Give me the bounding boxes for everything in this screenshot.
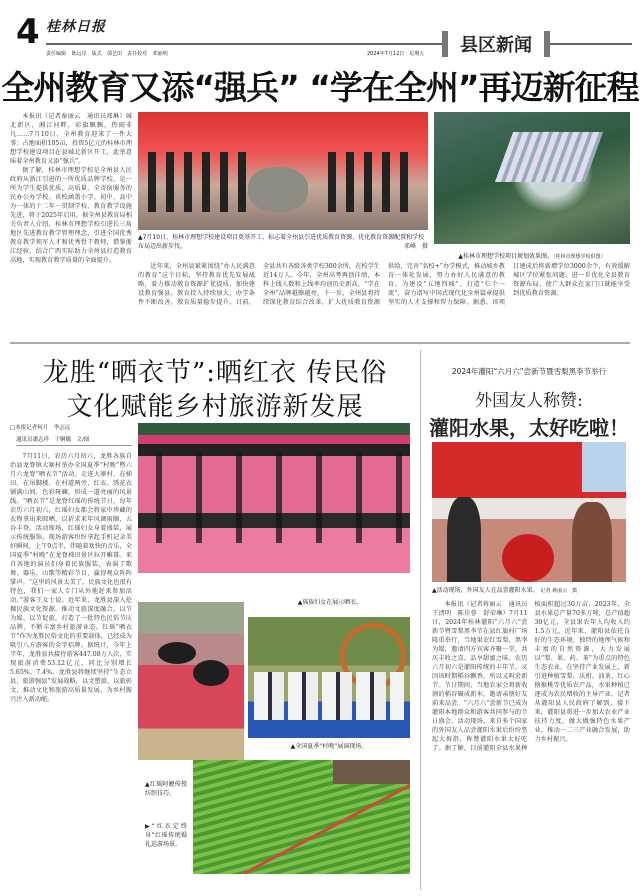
longsheng-byline-2: 通讯员潘志祥 于婀娜 文/图	[16, 436, 132, 446]
headwear	[158, 642, 196, 664]
performers	[254, 672, 404, 720]
caption-text: ▲活动现场，外国友人在品尝灌阳水果。	[432, 587, 539, 594]
lead-headline: 全州教育又添“强兵” “学在全州”再迈新征程	[1, 68, 639, 107]
longsheng-byline-1: □本报记者何月 李志远	[10, 425, 71, 431]
masthead-logo: 桂林日报	[46, 19, 106, 35]
caption-text: ▲7月10日，桂林市理想学校建设项目奠基开工，标志着全州县引进优质教育资源、优化教育资源配置和学校布局迈出新步伐。	[138, 234, 425, 250]
issue-date: 2024年7月12日 星期五	[367, 51, 425, 57]
fruit-plate	[502, 534, 554, 582]
foundation-stone	[248, 167, 308, 212]
person	[572, 502, 612, 582]
editors-line: 责任编辑 陈远岸 版式 郭艺田 责任校对 邓丽明	[46, 51, 168, 57]
guanyang-headline-1: 外国友人称赞:	[475, 391, 583, 411]
person	[447, 497, 481, 582]
lead-body-left-text: 据了解，桂林市理想学校是全州县人民政府从浙江引进的一所优质品牌学校，是一所为学生提供优质、高质量、全寄宿服务的民办公办学校。该校涵盖小学、初中、高中为一体的十二年一贯制学校，教育教学设施先进，将于2025年启用。据全州县教育局相关负责人介绍，桂林市理想学校引进长三角地区先进教育教学管理理念，引进全国优秀教育教学领军人才和优秀骨干教师，借鉴浙江经验，结合广西实际助力全州县打造教育高地，实现教育教学质量的全面提升。	[10, 167, 132, 264]
lead-body-bottom	[138, 262, 630, 334]
red-clothes-photo	[138, 423, 410, 573]
section-bar	[544, 31, 550, 57]
guanyang-body-text: 本报讯（记者蒋丽云 通讯员王清明 陈佳蓉 舒荣琳）7月11日，2024年桂林灌阳“六月六”尝新节暨雪梨黑李节在县红旗村广场隆重举行，当地果农红雪梨、黑李为媒，邀请四方宾客齐聚一堂，共庆丰收之喜，品享甜蜜之味。农历六月初六是灌阳传统的丰年节，又因该时期稻谷飘香，所以又叫尝新节。节日期间，当地农家会将新收割的稻谷碾成新米，邀请亲朋好友前来品尝。“六月六”尝新节已成为灌阳本地群众和游客共同参与的节日盛会。活动现场，来自多个国家的外国友人品尝灌阳水果后纷纷竖起大拇指，称赞灌阳水果太好吃了。据了解，目前灌阳全县水果种植面积超过30万亩，2023年，全县水果总产量70多万吨，总产值超30亿元，全县果农年人均收入约1.5万元。近年来，灌阳县依托良好的生态环境，独特的地理气候和丰富的自然资源，大力发展以“梨、果、药、茶”为重点的特色生态农业，在坚持产业发展上，新引进种植雪梨、沃柑、油茶、红心猕猴桃等优质农产品，水果种植已逐成为农民增收的主导产业。记者从灌阳县人民政府了解到，接下来，灌阳县将进一步加大农业产业扶持力度，做大做强特色水果产业，推动一二三产业融合发展，助力乡村振兴。	[432, 601, 630, 752]
parade-path	[234, 783, 410, 874]
groundbreaking-photo	[138, 112, 428, 230]
caption-groundbreaking	[138, 233, 428, 251]
officials	[148, 152, 248, 212]
caption-foreign-friends	[432, 586, 626, 596]
caption-red-clothes: ▲瑶族妇女在展示晒衣。	[297, 599, 363, 606]
guanyang-kicker: 2024年灌阳“六月六”尝新节暨雪梨黑李节举行	[451, 367, 607, 376]
lead-intro: 本报讯（记者秦丽云 通讯员郑琳）城北新区，湘江河畔，彩旗飘飘，热闹非凡……7月10日，全州教育迎来了一件大事：占地面积105亩，投资5亿元的桂林市理想学校建设项目在县城北新区开工，此举意味着全州教育又添“强兵”。	[10, 113, 132, 165]
photo-credit: （桂林市理想学校供图）	[553, 254, 606, 260]
photo-credit: 记者 蒋丽云 摄	[540, 588, 578, 594]
guanyang-body	[432, 600, 630, 892]
longsheng-body-text: 7月11日，农历六月初六，龙胜各族自治县龙脊镇大寨村举办全国夏季“村晚”暨六月六龙脊“晒衣节”活动。走进大寨村，在梯田、在吊脚楼、在村道两旁，红衣、绣花衣铺满山间，色彩斑斓，形成一道亮丽的风景线。“晒衣节”是龙脊红瑶的传统节日，每年农历六月初六，红瑶妇女都会将家中珍藏的衣物拿出来晾晒，以祈求来年风调雨顺、五谷丰登。活动现场，红瑶妇女身着盛装，展示传统服饰，现场游客纷纷拿起手机记录美好瞬间。上午9点半，伴随着欢快的音乐，全国夏季“村晚”在龙脊梯田景区拉开帷幕。来自各地的演员们身着民族服装，表演了歌舞、器乐、山歌等精彩节目，赢得观众阵阵掌声。“这里的风景太美了，民族文化也很有特色，我们一家人专门从外地赶来参加活动。”游客王女士说。近年来，龙胜县深入挖掘民族文化资源，推动文旅深度融合，以节为媒、以节促旅，打造了一批特色民俗节庆品牌，不断丰富乡村旅游业态。红瑶“晒衣节”作为龙胜民俗文化的重要载体，已经成为吸引八方游客的金字招牌。据统计，今年上半年，龙胜县共接待游客447.08万人次，实现旅游消费53.12亿元，同比分别增长5.65%、7.4%。龙胜县将继续坚持“生态立县、旅游强县”发展战略，以文塑旅、以旅彰文，推动文化和旅游高质量发展，为乡村振兴注入新动能。	[10, 453, 132, 703]
caption-weaving: ▲红瑶阿嬷传授纺织技巧。	[145, 781, 187, 797]
section-title: 县区新闻	[460, 35, 532, 56]
village-gala-photo	[248, 617, 410, 738]
guanyang-headline-2: 灌阳水果，太好吃啦！	[429, 416, 629, 440]
longsheng-body	[10, 452, 132, 892]
header-rule-right	[548, 43, 632, 45]
caption-parade: ▶“红衣定终身”红瑶传统婚礼巡游场景。	[145, 823, 187, 848]
village-houses	[333, 760, 410, 784]
caption-rendering	[434, 252, 630, 262]
column-divider	[420, 350, 421, 890]
header-rule	[46, 43, 446, 45]
section-label	[442, 31, 550, 57]
terraces-photo	[193, 760, 410, 874]
weaving-photo	[138, 602, 244, 760]
caption-village-gala: ▲全国夏季“村晚”展演现场。	[290, 743, 368, 750]
headwear	[193, 660, 229, 686]
longsheng-headline-1: 龙胜“晒衣节”:晒红衣 传民俗	[42, 358, 388, 388]
school-buildings	[495, 132, 603, 182]
school-rendering-photo	[434, 112, 630, 244]
sky	[582, 442, 626, 492]
foreign-friends-photo	[432, 442, 626, 582]
longsheng-headline-2: 文化赋能乡村旅游新发展	[66, 392, 364, 422]
story-divider	[10, 342, 630, 344]
hanging-garments	[138, 453, 410, 543]
caption-text: ▲桂林市理想学校项目规划效果图。	[458, 253, 554, 260]
page-number: 4	[16, 12, 40, 52]
officials	[328, 152, 418, 212]
lead-body-left	[10, 112, 132, 334]
photo-credit: 邓峰 摄	[403, 243, 428, 250]
lead-body-bottom-text: 近年来，全州县紧紧围绕“办人民满意的教育”这个目标，坚持教育优先发展战略，着力推动教育资源扩优提质，加快建设教育强县。教育投入持续加大，办学条件不断改善，教育质量稳步提升。目前，全县共有各级各类学校300余所，在校学生近14万人。今年，全州高考再创佳绩，本科上线人数和上线率均创历史新高，“学在全州”品牌越擦越亮。下一步，全州县将持续深化教育综合改革，扩大优质教育资源供给，完善“名校+”办学模式，推动城乡教育一体化发展，努力办好人民满意的教育，为建设“五地四城”、打造“仨个一流”，奋力谱写中国式现代化全州篇章提供坚实的人才支撑和智力保障。据悉，该项目建成后将新增学位3000余个，有效缓解城区学位紧张问题，进一步优化全县教育资源布局，使广大群众在家门口就能享受到优质教育资源。	[138, 263, 630, 306]
